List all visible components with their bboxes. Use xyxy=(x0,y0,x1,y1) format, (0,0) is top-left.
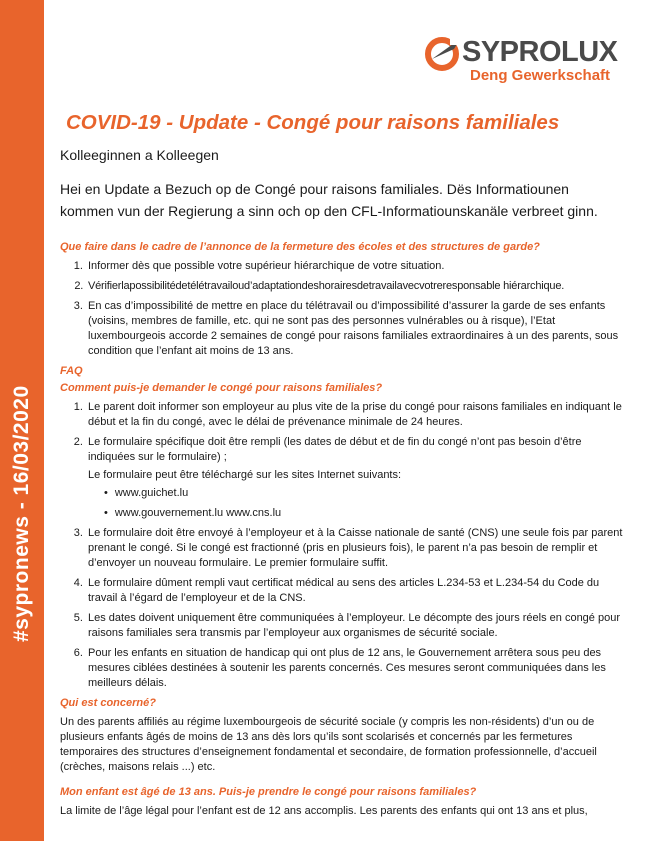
request-steps-list xyxy=(60,400,625,691)
download-note: Le formulaire peut être téléchargé sur les sites Internet suivants: xyxy=(88,469,402,481)
intro-paragraph: Hei en Update a Bezuch op de Congé pour raisons familiales. Dës Informatiounen kommen vun der Regierung a sinn och op den CFL-Informatiounskanäle verbreet ginn. xyxy=(60,181,598,219)
question-who-is-concerned: Qui est concerné? xyxy=(60,697,156,709)
list-item xyxy=(86,435,625,521)
question-how-to-request: Comment puis-je demander le congé pour raisons familiales? xyxy=(60,382,383,394)
logo-mark-icon xyxy=(424,33,464,73)
syprolux-logo xyxy=(424,33,624,89)
faq-label: FAQ xyxy=(60,365,83,377)
list-item: 3. En cas d’impossibilité de mettre en place du télétravail ou d’impossibilité d’assurer la garde de ses enfants (voisins, membres de famille, etc. qui ne sont pas des personnes vulnérables ou à risque), l’Etat luxembourgeois accorde 2 semaines de congé pour raisons familiales extraordinaires à un des parents, sous condition que l’enfant ait moins de 13 ans. xyxy=(86,299,625,359)
question-school-closure: Que faire dans le cadre de l’annonce de la fermeture des écoles et des structures de garde? xyxy=(60,241,540,253)
link-gouvernement-cns[interactable]: • www.gouvernement.lu www.cns.lu xyxy=(102,506,625,521)
child-13-text: La limite de l’âge légal pour l’enfant est de 12 ans accomplis. Les parents des enfants qui ont 13 ans et plus, xyxy=(60,805,588,817)
download-sites-list xyxy=(88,486,625,521)
closure-steps-list xyxy=(60,259,625,359)
greeting: Kolleeginnen a Kolleegen xyxy=(60,147,219,163)
list-item: 4. Le formulaire dûment rempli vaut certificat médical au sens des articles L.234-53 et L.234-54 du Code du travail à l’égard de l’employeur et de la CNS. xyxy=(86,576,625,606)
list-item-text: Le formulaire spécifique doit être rempli (les dates de début et de fin du congé n’ont pas besoin d’être indiquées sur le formulaire) ; xyxy=(88,436,582,463)
list-item: 3. Le formulaire doit être envoyé à l’employeur et à la Caisse nationale de santé (CNS) une seule fois par parent prenant le congé. Si le congé est fractionné (pris en plusieurs fois), le parent n’a pas besoin de remplir et d’envoyer un nouveau formulaire. Le premier formulaire suffit. xyxy=(86,526,625,571)
logo-subtitle: Deng Gewerkschaft xyxy=(470,67,611,84)
logo-name: SYPROLUX xyxy=(462,36,618,68)
list-item: 1. Le parent doit informer son employeur au plus vite de la prise du congé pour raisons familiales en indiquant le début et la fin du congé, avec le délai de prévenance minimale de 24 heures. xyxy=(86,400,625,430)
sidebar-band xyxy=(0,0,44,841)
list-item: 5. Les dates doivent uniquement être communiquées à l’employeur. Le décompte des jours réels en congé pour raisons familiales sera transmis par l’employeur aux organismes de sécurité sociale. xyxy=(86,611,625,641)
main-content xyxy=(60,108,625,819)
list-item: 2. Vérifierlapossibilitédetélétravailoud’adaptationdeshorairesdetravailavecvotreresponsable hiérarchique. xyxy=(86,279,625,294)
page-title: COVID-19 - Update - Congé pour raisons familiales xyxy=(66,111,560,134)
list-item: 1. Informer dès que possible votre supérieur hiérarchique de votre situation. xyxy=(86,259,625,274)
list-item: 6. Pour les enfants en situation de handicap qui ont plus de 12 ans, le Gouvernement arrêtera sous peu des mesures ciblées destinées à soutenir les parents concernés. Ces mesures seront communiquées dans les meilleurs délais. xyxy=(86,646,625,691)
link-guichet[interactable]: • www.guichet.lu xyxy=(102,486,625,501)
who-is-concerned-text: Un des parents affiliés au régime luxembourgeois de sécurité sociale (y compris les non-résidents) d’un ou de plusieurs enfants âgés de moins de 13 ans dès lors qu’ils sont scolarisés et concernés par les fermetures temporaires des structures d’enseignement fondamental et secondaire, de formation professionnelle, d’accueil (crèches, maisons relais ...) etc. xyxy=(60,716,597,773)
sidebar-hashtag-date: #sypronews - 16/03/2020 xyxy=(10,385,33,642)
question-child-13: Mon enfant est âgé de 13 ans. Puis-je prendre le congé pour raisons familiales? xyxy=(60,786,477,798)
